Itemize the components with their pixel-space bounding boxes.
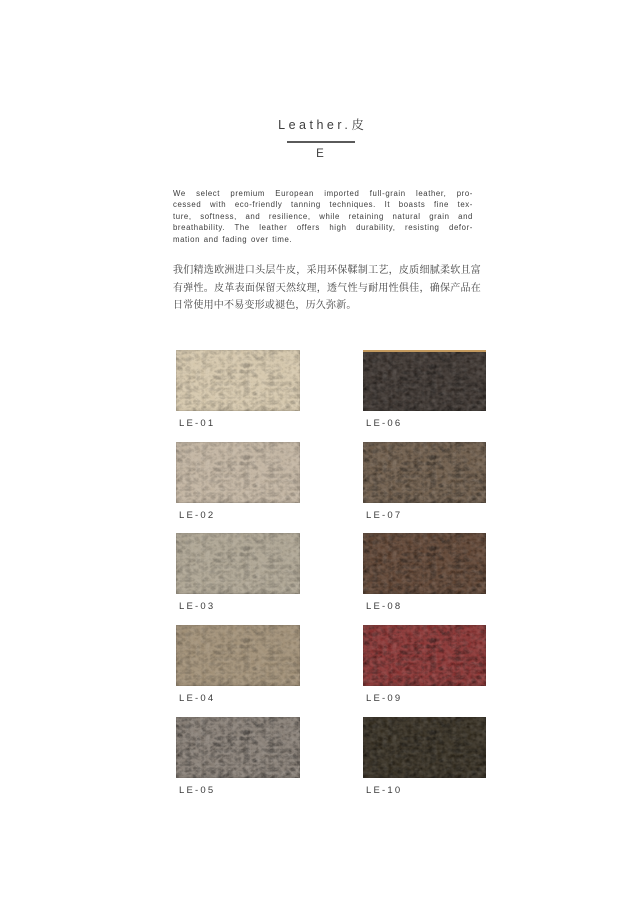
intro-en-line: mation and fading over time. xyxy=(173,234,293,244)
swatch-code-label: LE-02 xyxy=(179,509,216,521)
swatch-image xyxy=(363,625,486,686)
leather-texture xyxy=(176,442,300,503)
swatch-image xyxy=(363,717,486,778)
intro-en-line: ture, softness, and resilience, while retaining natural grain and xyxy=(173,211,473,221)
swatch-cell xyxy=(363,442,486,534)
page-title: Leather.皮 xyxy=(278,118,368,132)
leather-texture xyxy=(363,625,486,686)
leather-texture xyxy=(176,533,300,594)
leather-texture xyxy=(363,533,486,594)
swatch-cell xyxy=(363,533,486,625)
leather-texture xyxy=(176,625,300,686)
swatch-image xyxy=(176,350,300,411)
swatch-grid xyxy=(176,350,486,808)
swatch-code-label: LE-08 xyxy=(366,601,403,613)
swatch-code-label: LE-05 xyxy=(179,784,216,796)
swatch-code-label: LE-01 xyxy=(179,418,216,429)
swatch-code-label: LE-09 xyxy=(366,693,403,705)
leather-texture xyxy=(363,442,486,503)
swatch-image xyxy=(363,442,486,503)
swatch-code-label: LE-03 xyxy=(179,601,216,613)
swatch-cell xyxy=(176,442,300,534)
swatch-image xyxy=(363,350,486,411)
page-header xyxy=(0,118,642,161)
swatch-cell xyxy=(363,350,486,442)
leather-texture xyxy=(363,352,486,411)
swatch-cell xyxy=(363,625,486,717)
swatch-code-label: LE-10 xyxy=(366,784,403,796)
leather-texture xyxy=(176,350,300,411)
intro-paragraph-en xyxy=(173,188,473,245)
swatch-cell xyxy=(176,717,300,809)
intro-zh-line: 我们精选欧洲进口头层牛皮，采用环保鞣制工艺，皮质细腻柔软且富 xyxy=(173,265,481,276)
intro-paragraph-zh xyxy=(173,262,481,315)
leather-texture xyxy=(363,717,486,778)
intro-en-line: We select premium European imported full-grain leather, pro- xyxy=(173,189,473,198)
leather-texture xyxy=(176,717,300,778)
swatch-cell xyxy=(363,717,486,809)
swatch-image xyxy=(176,442,300,503)
title-divider xyxy=(287,141,355,143)
intro-zh-line: 日常使用中不易变形或褪色，历久弥新。 xyxy=(173,300,357,311)
intro-en-line: cessed with eco-friendly tanning techniques. It boasts fine tex- xyxy=(173,200,473,210)
intro-zh-line: 有弹性。皮革表面保留天然纹理，透气性与耐用性俱佳，确保产品在 xyxy=(173,282,481,294)
swatch-code-label: LE-07 xyxy=(366,509,403,521)
swatch-code-label: LE-04 xyxy=(179,693,216,705)
swatch-cell xyxy=(176,350,300,442)
swatch-image xyxy=(176,625,300,686)
swatch-image xyxy=(363,533,486,594)
section-letter: E xyxy=(316,148,326,160)
swatch-image xyxy=(176,717,300,778)
swatch-code-label: LE-06 xyxy=(366,418,403,429)
intro-en-line: breathability. The leather offers high durability, resisting defor- xyxy=(173,223,473,233)
swatch-image xyxy=(176,533,300,594)
swatch-cell xyxy=(176,533,300,625)
swatch-cell xyxy=(176,625,300,717)
